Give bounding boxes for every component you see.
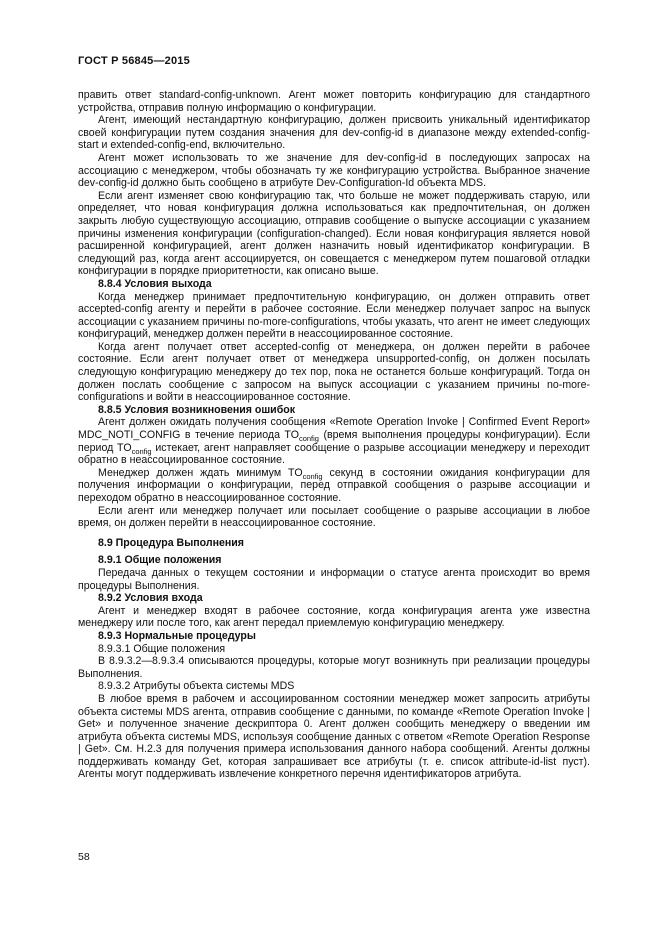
section-heading: 8.8.5 Условия возникновения ошибок (98, 403, 296, 416)
paragraph: Передача данных о текущем состоянии и информации о статусе агента происходит во время процедуры Выполнения. (78, 566, 590, 592)
paragraph: Агент и менеджер входят в рабочее состояние, когда конфигурация агента уже известна менеджеру или после того, как агент передал приемлемую конфигурацию менеджеру. (78, 604, 590, 630)
paragraph: Агент должен ожидать получения сообщения «Remote Operation Invoke | Confirmed Event Report» MDC_NOTI_CONFIG в течение периода $TO_{config}$ (время выполнения процедуры конфигурации). Если период $TO_{config}$ истекает, агент направляет сообщение о разрыве ассоциации менеджеру и переходит обратно в неассоциированное состояние. (78, 416, 591, 467)
paragraph: 8.9.3.2 Атрибуты объекта системы MDS (98, 680, 295, 693)
document-body (78, 89, 590, 781)
paragraph: Когда менеджер принимает предпочтительную конфигурацию, он должен отправить ответ accepted-config агенту и перейти в рабочее состояние. Если менеджер получает запрос на выпуск ассоциации с указанием причины no-more-configurations, чтобы указать, что агент не имеет следующих конфигураций, менеджер должен перейти в неассоциированное состояние. (78, 290, 590, 341)
paragraph: 8.9.3.1 Общие положения (98, 642, 226, 655)
paragraph: править ответ standard-config-unknown. Агент может повторить конфигурацию для стандартного устройства, отправив полную информацию о конфигурации. (78, 89, 590, 114)
section-heading: 8.9 Процедура Выполнения (98, 536, 244, 549)
paragraph: Когда агент получает ответ accepted-config от менеджера, он должен перейти в рабочее состояние. Если агент получает ответ от менеджера unsupported-config, он должен посылать следующую конфигурацию менеджеру до тех пор, пока не останется больше конфигураций. Тогда он должен послать сообщение с запросом на выпуск ассоциации с указанием причины no-more-configurations и войти в неассоциированное состояние. (78, 340, 590, 404)
section-heading: 8.9.2 Условия входа (98, 592, 203, 605)
section-heading: 8.9.3 Нормальные процедуры (98, 629, 256, 642)
paragraph: Агент может использовать то же значение для dev-config-id в последующих запросах на ассоциацию с менеджером, чтобы обозначать ту же конфигурацию устройства. Выбранное значение dev-config-id должно быть сообщено в атрибуте Dev-Configuration-Id объекта MDS. (78, 151, 590, 190)
paragraph: В 8.9.3.2—8.9.3.4 описываются процедуры, которые могут возникнуть при реализации процедуры Выполнения. (78, 655, 590, 680)
page-number: 58 (78, 851, 90, 863)
paragraph: Если агент или менеджер получает или посылает сообщение о разрыве ассоциации в любое время, он должен перейти в неассоциированное состояние. (78, 504, 590, 530)
document-header: ГОСТ Р 56845—2015 (78, 55, 190, 67)
section-heading: 8.9.1 Общие положения (98, 554, 222, 567)
section-heading: 8.8.4 Условия выхода (98, 277, 212, 290)
paragraph: Менеджер должен ждать минимум $TO_{config}$ секунд в состоянии ожидания конфигурации для получения информации о конфигурации, перед отправкой сообщения о разрыве ассоциации и переходом обратно в неассоциированное состояние. (78, 466, 590, 504)
paragraph: В любое время в рабочем и ассоциированном состоянии менеджер может запросить атрибуты объекта системы MDS агента, отправив сообщение с данными, по команде «Remote Operation Invoke | Get» и полученное значение дескриптора 0. Агент должен сообщить менеджеру о введении им атрибута объекта системы MDS, используя сообщение данных с ответом «Remote Operation Response | Get». См. Н.2.3 для получения примера использования данного набора сообщений. Агенты должны поддерживать команду Get, которая запрашивает все атрибуты (т. е. список attribute-id-list пуст). Агенты могут поддерживать извлечение конкретного перечня идентификаторов атрибута. (78, 692, 590, 781)
paragraph: Если агент изменяет свою конфигурацию так, что больше не может поддерживать старую, или определяет, что новая конфигурация должна использоваться как предпочтительная, он должен закрыть любую существующую ассоциацию, отправив сообщение о выпуске ассоциации с указанием причины изменения конфигурации (configuration-changed). Если новая конфигурация является новой расширенной конфигурацией, агент должен назначить новый идентификатор конфигурации. В следующий раз, когда агент ассоциируется, он совещается с менеджером путем пошаговой отладки конфигурации в порядке приоритетности, как описано выше. (78, 189, 590, 278)
paragraph: Агент, имеющий нестандартную конфигурацию, должен присвоить уникальный идентификатор своей конфигурации путем создания значения для dev-config-id в диапазоне между extended-config-start и extended-config-end, включительно. (78, 114, 590, 152)
